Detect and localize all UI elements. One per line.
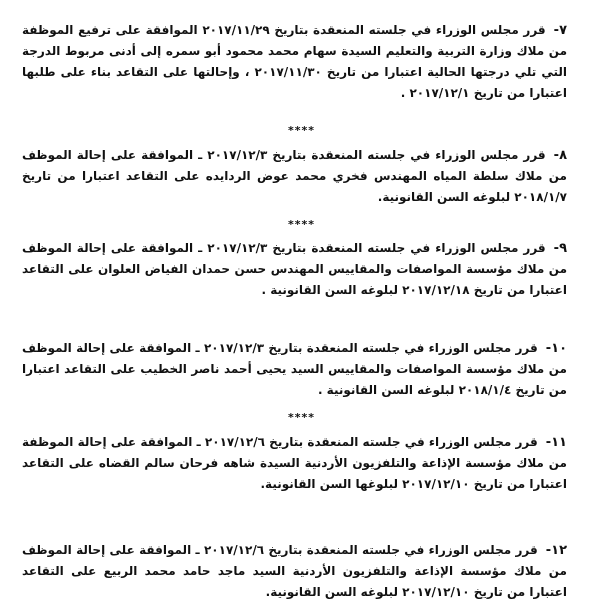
item-number: ١٠- [545,341,568,356]
item-text: قرر مجلس الوزراء في جلسته المنعقدة بتاريخ ٢٠١٧/١٢/٣ ـ الموافقة على إحالة الموظف من ملاك مؤسسة المواصفات والمقاييس المهندس حسن حمدان الفياض العلوان على التقاعد اعتبارا من تاريخ ٢٠١٧/١٢/١٨ لبلوغه السن القانونية . [22,241,567,297]
separator-stars: **** [287,124,315,137]
separator-stars: **** [287,218,315,231]
item-text: قرر مجلس الوزراء في جلسته المنعقدة بتاريخ ٢٠١٧/١٢/٦ ـ الموافقة على إحالة الموظف من ملاك مؤسسة الإذاعة والتلفزيون الأردنية السيد ماجد حامد محمد الربيع على التقاعد اعتبارا من تاريخ ٢٠١٧/١٢/١٠ لبلوغه السن القانونية. [22,543,567,599]
decision-item-8 [22,145,567,208]
item-number: ١١- [545,435,567,450]
item-number: ٧- [553,23,567,38]
decision-item-9 [22,238,567,301]
item-text: قرر مجلس الوزراء في جلسته المنعقدة بتاريخ ٢٠١٧/١٢/٣ ـ الموافقة على إحالة الموظف من ملاك مؤسسة المواصفات والمقاييس السيد يحيى أحمد ناصر الخطيب على التقاعد اعتبارا من تاريخ ٢٠١٨/١/٤ لبلوغه السن القانونية . [22,341,567,397]
item-text: قرر مجلس الوزراء في جلسته المنعقدة بتاريخ ٢٠١٧/١٢/٣ ـ الموافقة على إحالة الموظف من ملاك سلطة المياه المهندس فخري محمد عوض الردايده على التقاعد اعتبارا من تاريخ ٢٠١٨/١/٧ لبلوغه السن القانونية. [22,148,567,204]
item-text: قرر مجلس الوزراء في جلسته المنعقدة بتاريخ ٢٠١٧/١٢/٦ ـ الموافقة على إحالة الموظفة من ملاك مؤسسة الإذاعة والتلفزيون الأردنية السيدة شاهه فرحان سالم القضاه على التقاعد اعتبارا من تاريخ ٢٠١٧/١٢/١٠ لبلوغها السن القانونية. [22,435,567,491]
decision-item-10 [22,338,567,401]
item-number: ٩- [553,241,567,256]
item-number: ٨- [553,148,567,163]
item-text: قرر مجلس الوزراء في جلسته المنعقدة بتاريخ ٢٠١٧/١١/٢٩ الموافقة على ترفيع الموظفة من ملاك وزارة التربية والتعليم السيدة سهام محمد محمود أبو سمره إلى أدنى مربوط الدرجة التي تلي درجتها الحالية اعتبارا من تاريخ ٢٠١٧/١١/٣٠ ، وإحالتها على التقاعد بناء على طلبها اعتبارا من تاريخ ٢٠١٧/١٢/١ . [22,23,567,100]
decision-item-12 [22,540,567,603]
separator-stars: **** [287,411,315,424]
item-number: ١٢- [545,543,568,558]
decision-item-7 [22,20,567,104]
decision-item-11 [22,432,567,495]
